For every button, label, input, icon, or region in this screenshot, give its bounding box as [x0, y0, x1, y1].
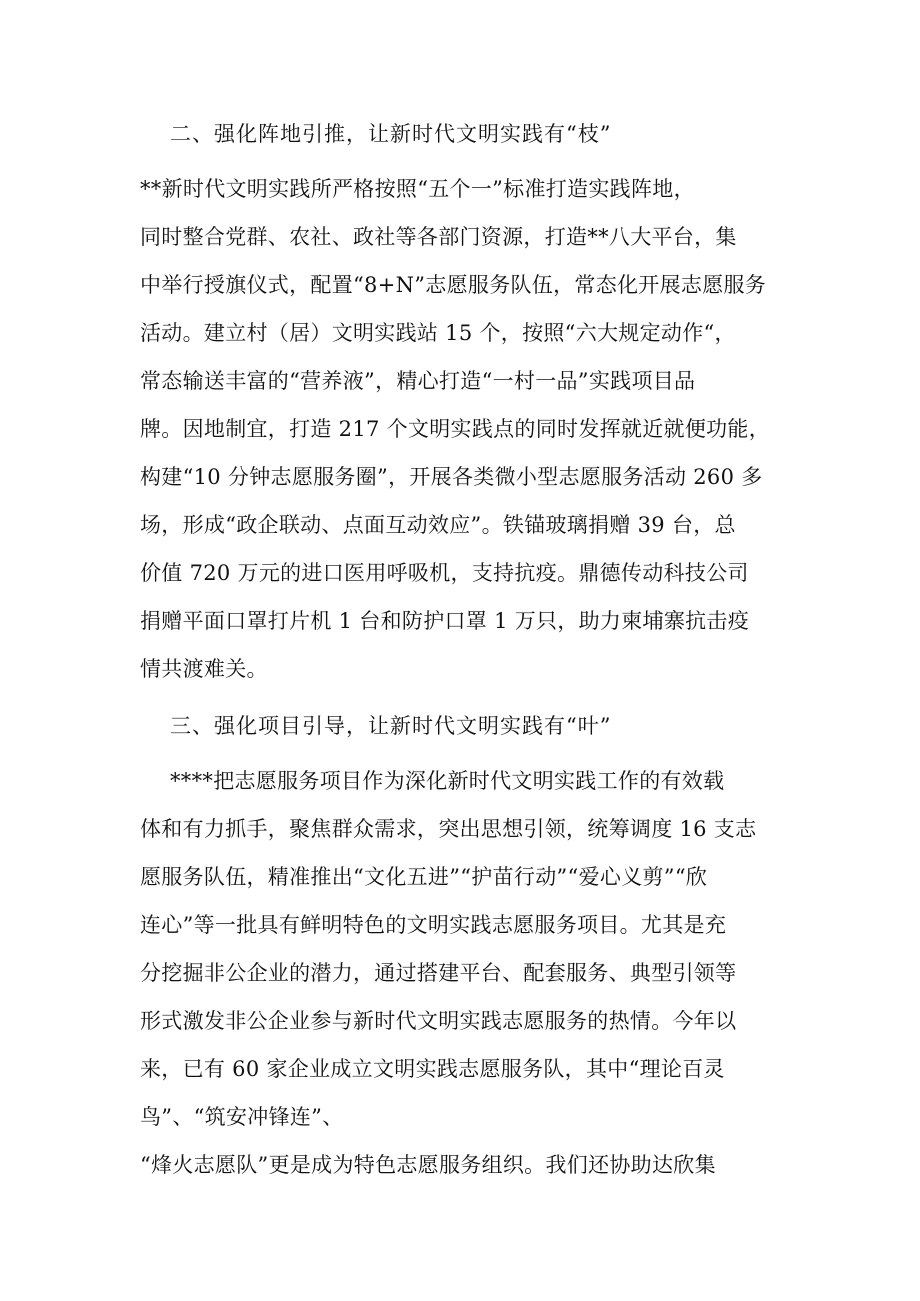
- section-3-paragraph-line: 形式激发非公企业参与新时代文明实践志愿服务的热情。今年以: [140, 1009, 737, 1033]
- section-2-paragraph-line: 场，形成“政企联动、点面互动效应”。铁锚玻璃捐赠 39 台，总: [140, 513, 736, 537]
- section-2-paragraph-line: 情共渡难关。: [140, 657, 268, 681]
- section-3-heading: 三、强化项目引导，让新时代文明实践有“叶”: [170, 714, 612, 738]
- section-2-paragraph-line: 价值 720 万元的进口医用呼吸机，支持抗疫。鼎德传动科技公司: [140, 561, 749, 585]
- section-3-paragraph-line: 分挖掘非公企业的潜力，通过搭建平台、配套服务、典型引领等: [140, 961, 737, 985]
- section-3-paragraph-line: 连心”等一批具有鲜明特色的文明实践志愿服务项目。尤其是充: [140, 913, 727, 937]
- section-2-paragraph-line: 常态输送丰富的“营养液”，精心打造“一村一品”实践项目品: [140, 369, 696, 393]
- section-3-paragraph-line: 来，已有 60 家企业成立文明实践志愿服务队，其中“理论百灵: [140, 1057, 725, 1081]
- section-3-paragraph-line: 体和有力抓手，聚焦群众需求，突出思想引领，统筹调度 16 支志: [140, 817, 757, 841]
- section-3-paragraph-line: “烽火志愿队”更是成为特色志愿服务组织。我们还协助达欣集: [140, 1153, 716, 1177]
- section-3-paragraph-line: 鸟”、“筑安冲锋连”、: [140, 1105, 344, 1129]
- section-2-paragraph-line: 牌。因地制宜，打造 217 个文明实践点的同时发挥就近就便功能，: [140, 417, 771, 441]
- section-2-paragraph-line: 捐赠平面口罩打片机 1 台和防护口罩 1 万只，助力柬埔寨抗击疫: [140, 609, 750, 633]
- section-2-paragraph-line: 同时整合党群、农社、政社等各部门资源，打造**八大平台，集: [140, 225, 737, 249]
- section-2-paragraph-line: 构建“10 分钟志愿服务圈”，开展各类微小型志愿服务活动 260 多: [140, 465, 763, 489]
- section-2-paragraph-line: 活动。建立村（居）文明实践站 15 个，按照“六大规定动作“，: [140, 321, 736, 345]
- section-2-heading: 二、强化阵地引推，让新时代文明实践有“枝”: [170, 122, 612, 146]
- section-2-paragraph-line: 中举行授旗仪式，配置“8+N”志愿服务队伍，常态化开展志愿服务: [140, 273, 767, 297]
- section-3-paragraph-line: 愿服务队伍，精准推出“文化五进”“护苗行动”“爱心义剪”“欣: [140, 865, 708, 889]
- section-3-paragraph-line: ****把志愿服务项目作为深化新时代文明实践工作的有效载: [170, 769, 725, 793]
- section-2-paragraph-line: **新时代文明实践所严格按照“五个一”标准打造实践阵地，: [140, 177, 695, 201]
